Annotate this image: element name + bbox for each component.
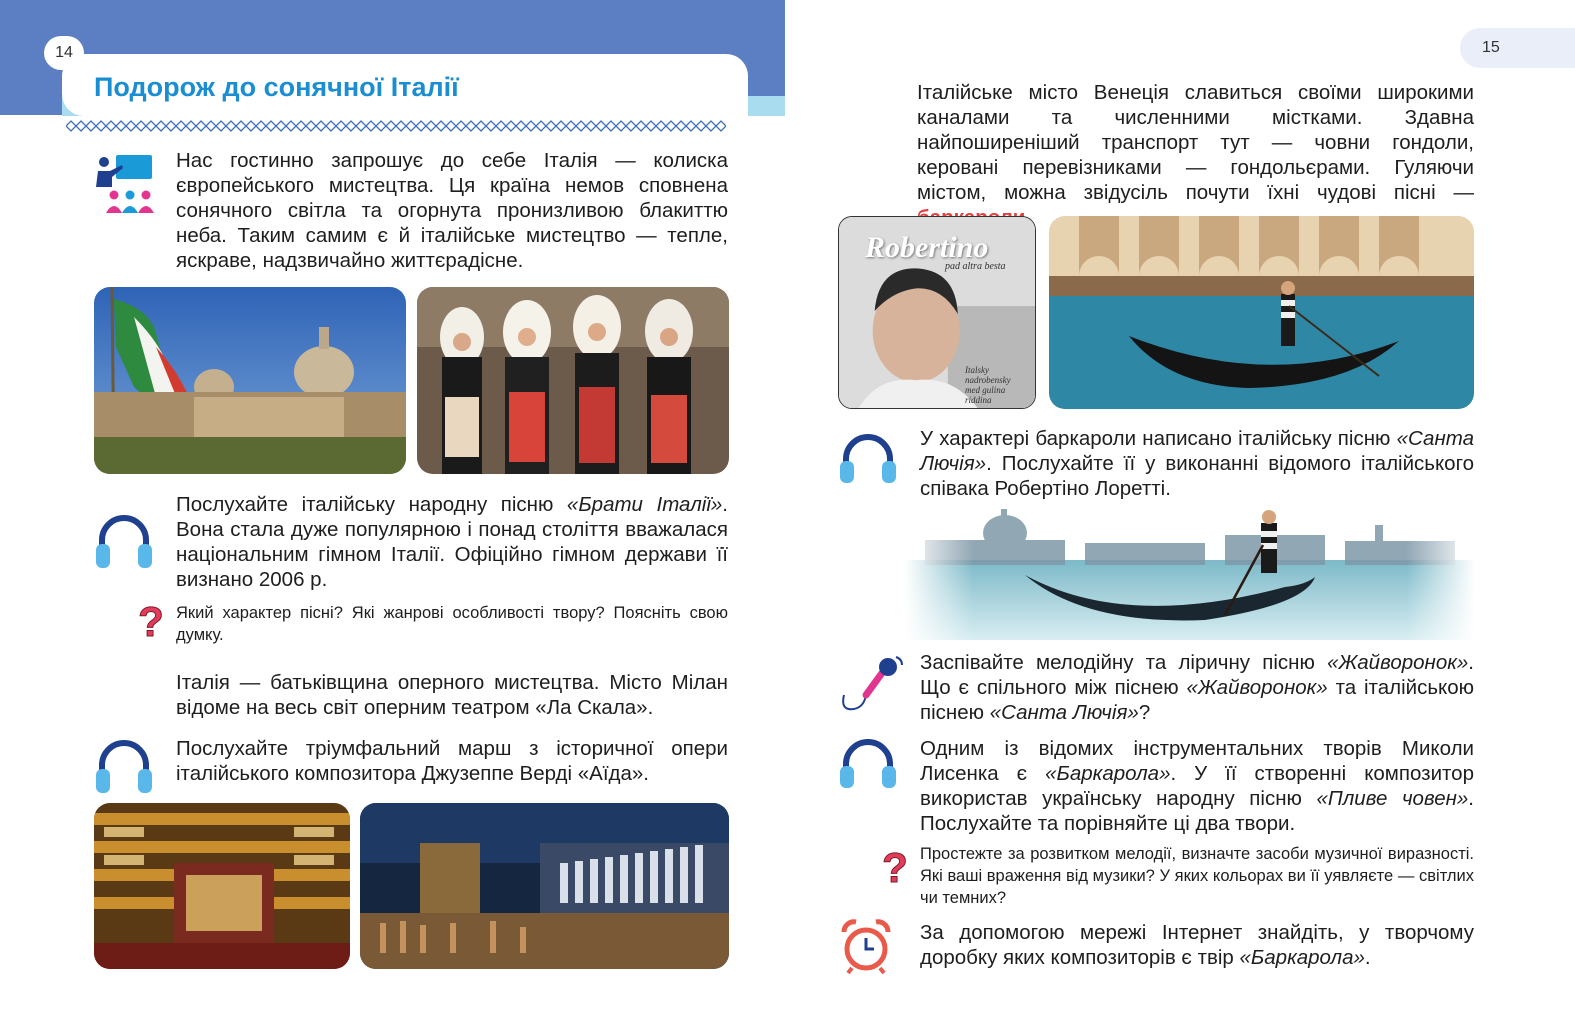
page-number-left: 14 (44, 36, 84, 70)
listen-santa-lucia-paragraph: У характері баркароли написано італійську пісню «Санта Лючія». Послухайте її у виконанні відомого італійського співака Робертіно Лоретті. (920, 427, 1474, 500)
page-number-right: 15 (1460, 28, 1575, 68)
headphones-icon (838, 433, 898, 483)
listen-aida-paragraph: Послухайте тріумфальний марш з історичної опери італійського композитора Джузеппе Верді «Аїда». (176, 737, 728, 785)
microphone-icon (838, 655, 904, 715)
sing-paragraph: Заспівайте мелодійну та ліричну пісню «Жайворонок». Що є спільного між піснею «Жайворонок» та італійською піснею «Санта Лючія»? (920, 651, 1474, 724)
album-caption: Italsky nadrobensky med gulina riddina (965, 365, 1011, 405)
teacher-icon (92, 153, 156, 215)
folk-costume-photo (417, 287, 729, 474)
question-1: Який характер пісні? Які жанрові особливості твору? Поясніть свою думку. (176, 604, 728, 644)
album-subtitle: pad altra besta (945, 261, 1006, 272)
alarm-clock-icon (838, 918, 894, 974)
robertino-album-cover (838, 216, 1036, 409)
venice-gondola-illustration (905, 505, 1475, 640)
intro-paragraph: Нас гостинно запрошує до себе Італія — колиска європейського мистецтва. Ця країна немов сповнена сонячного світла та огорнута пронизливою блакиттю неба. Таким самим є й італійське мистецтво — тепле, яскраве, надзвичайно життєрадісне. (176, 149, 728, 272)
internet-task-paragraph: За допомогою мережі Інтернет знайдіть, у творчому доробку яких композиторів є твір «Баркарола». (920, 921, 1474, 969)
headphones-icon (94, 510, 154, 570)
page-title: Подорож до сонячної Італії (94, 72, 459, 102)
listen-lysenko-paragraph: Одним із відомих інструментальних творів Миколи Лисенка є «Баркарола». У її створенні композитор використав українську народну пісню «Пливе човен». Послухайте та порівняйте ці два твори. (920, 737, 1474, 835)
venice-gondola-photo (1049, 216, 1474, 409)
listen-anthem-paragraph: Послухайте італійську народну пісню «Брати Італії». Вона стала дуже популярною і понад століття вважалася національним гімном Італії. Офіційно гімном держави її визнано 2006 р. (176, 493, 728, 591)
opera-paragraph: Італія — батьківщина оперного мистецтва. Місто Мілан відоме на весь світ оперним театром «Ла Скала». (176, 671, 728, 719)
rome-photo (94, 287, 406, 474)
headphones-icon (838, 738, 898, 788)
venice-paragraph: Італійське місто Венеція славиться своїми широкими каналами та численними містками. Здавна найпоширеніший транспорт тут — човни гондоли, керовані перевізниками — гондольєрами. Гуляючи містом, можна звідусіль почути їхні чудові пісні — (917, 81, 1474, 204)
question-icon (880, 846, 910, 890)
headphones-icon (94, 735, 154, 795)
album-title: Robertino (865, 231, 989, 264)
question-2: Простежте за розвитком мелодії, визначте засоби музичної виразності. Які ваші враження від музики? У яких кольорах ви її уявляєте — світлих чи темних? (920, 845, 1474, 907)
svg-text:?: ? (882, 846, 908, 890)
question-icon (136, 600, 166, 644)
svg-text:?: ? (138, 600, 164, 644)
aida-stage-photo (360, 803, 729, 969)
zigzag-divider (66, 120, 726, 132)
la-scala-photo (94, 803, 350, 969)
